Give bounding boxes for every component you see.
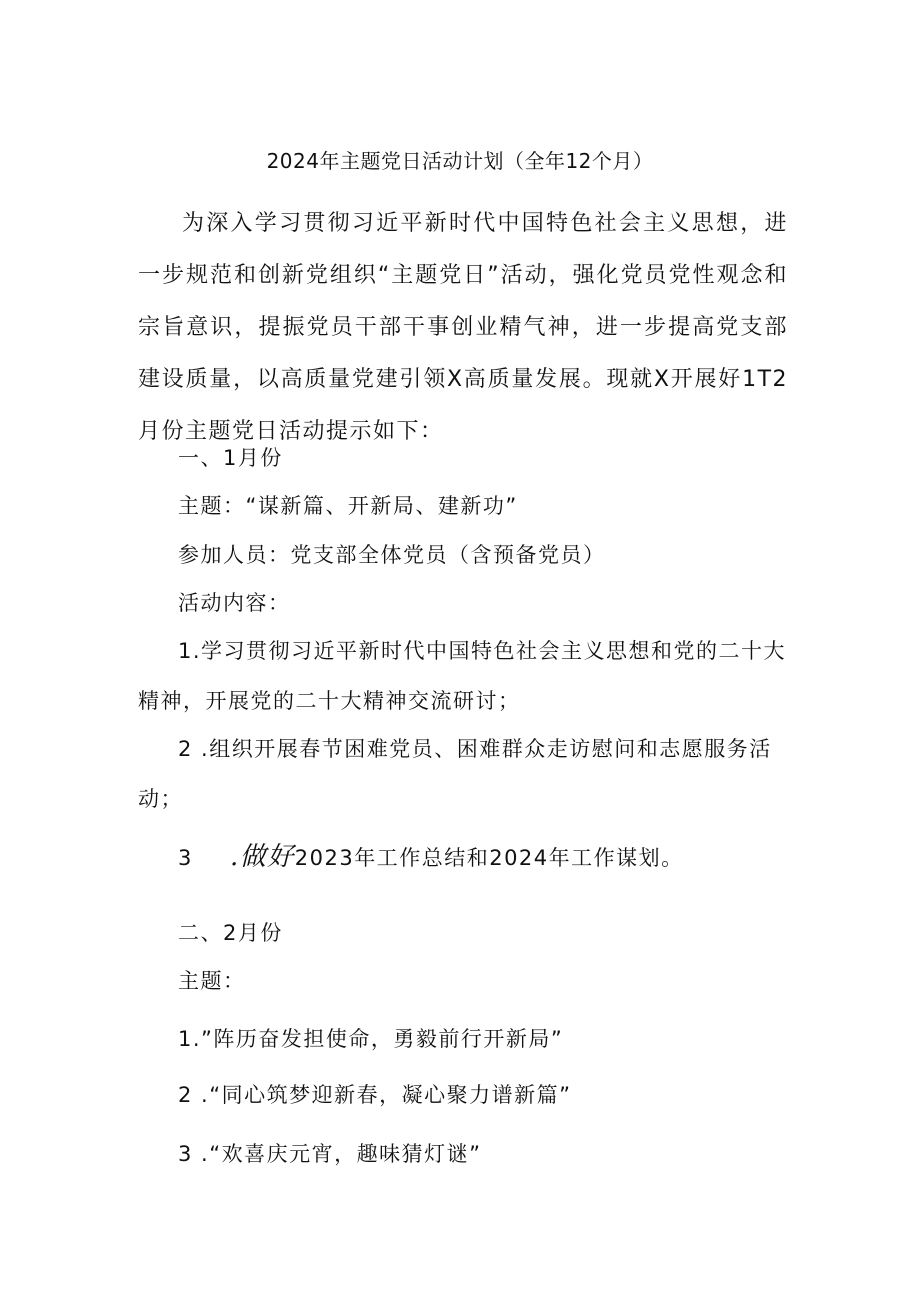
section-heading-february: 二、2月份	[178, 921, 283, 945]
january-theme: 主题：“谋新篇、开新局、建新功”	[178, 494, 518, 518]
january-item-3-handwritten: .做好	[230, 842, 295, 872]
february-topic-3: 3 .“欢喜庆元宵，趣味猜灯谜”	[178, 1142, 482, 1166]
february-topic-2: 2 .“同心筑梦迎新春，凝心聚力谱新篇”	[178, 1083, 572, 1107]
document-title: 2024年主题党日活动计划（全年12个月）	[266, 149, 654, 173]
intro-paragraph: 为深入学习贯彻习近平新时代中国特色社会主义思想，进一步规范和创新党组织“主题党日”活动，强化党员党性观念和宗旨意识，提振党员干部干事创业精气神，进一步提高党支部建设质量，以高质量党建引领X高质量发展。现就X开展好1T2月份主题党日活动提示如下：	[138, 211, 789, 444]
january-item-2: 2 .组织开展春节困难党员、困难群众走访慰问和志愿服务活动；	[138, 737, 772, 811]
february-theme-label: 主题：	[178, 969, 246, 993]
january-item-3	[178, 842, 684, 873]
february-topic-1: 1.”阵历奋发担使命，勇毅前行开新局”	[178, 1027, 564, 1051]
january-participants: 参加人员：党支部全体党员（含预备党员）	[178, 543, 606, 567]
january-content-label: 活动内容：	[178, 591, 291, 615]
january-item-1: 1.学习贯彻习近平新时代中国特色社会主义思想和党的二十大精神，开展党的二十大精神交流研讨；	[138, 639, 787, 713]
section-heading-january: 一、1月份	[178, 446, 283, 470]
january-item-3-number: 3	[178, 846, 193, 870]
january-item-3-text: 2023年工作总结和2024年工作谋划。	[294, 846, 684, 870]
